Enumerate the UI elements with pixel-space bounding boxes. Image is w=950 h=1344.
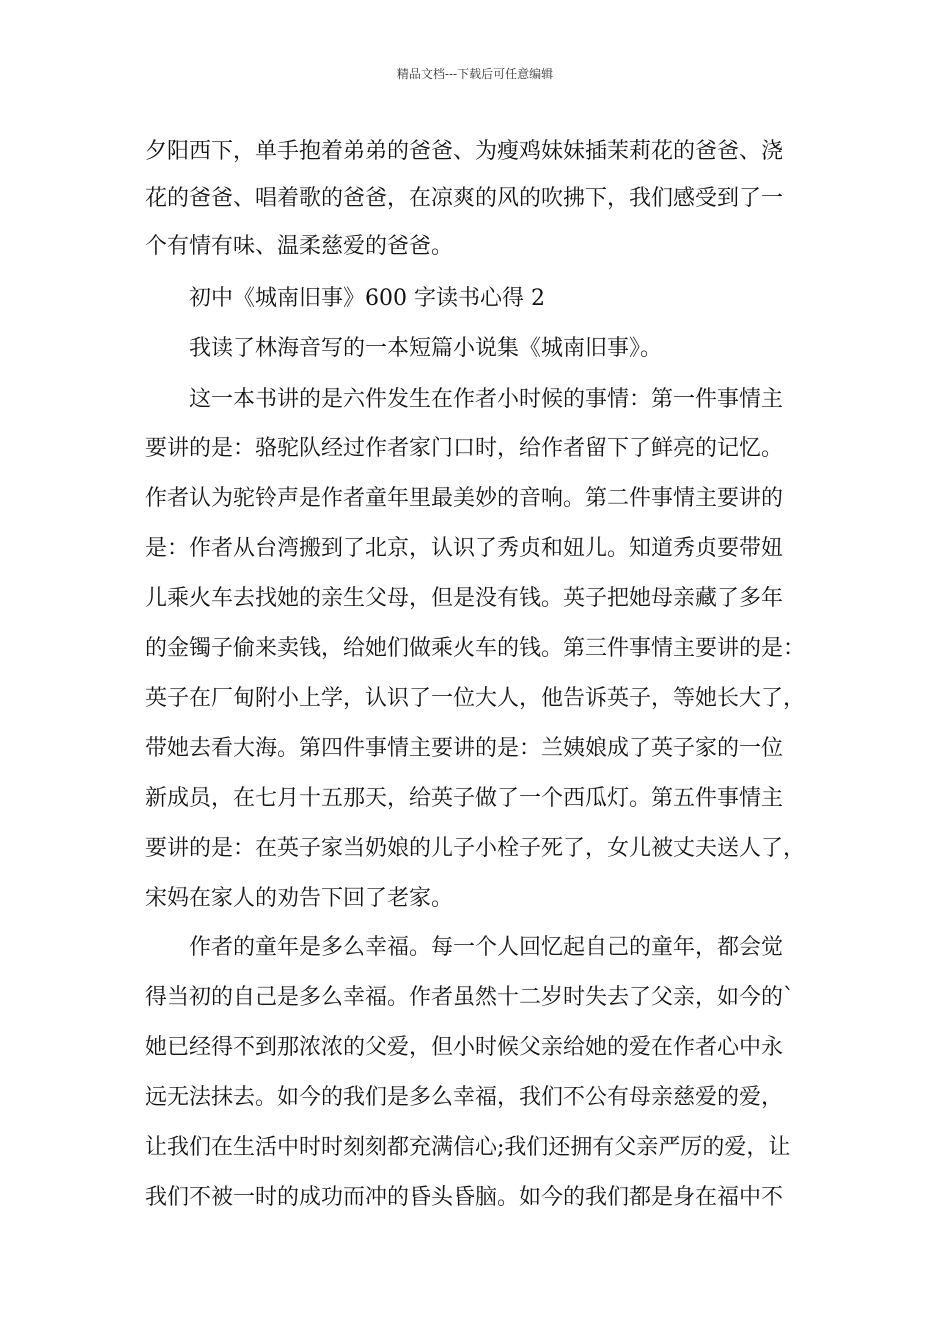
body-line: 夕阳西下，单手抱着弟弟的爸爸、为瘦鸡妹妹插茉莉花的爸爸、浇 <box>145 139 784 164</box>
body-line: 我们不被一时的成功而冲的昏头昏脑。如今的我们都是身在福中不 <box>145 1185 784 1210</box>
body-line: 英子在厂甸附小上学，认识了一位大人，他告诉英子，等她长大了， <box>145 686 806 711</box>
body-line: 是：作者从台湾搬到了北京，认识了秀贞和妞儿。知道秀贞要带妞 <box>145 536 784 561</box>
page-header: 精品文档---下载后可任意编辑 <box>396 67 554 81</box>
body-line: 作者认为驼铃声是作者童年里最美妙的音响。第二件事情主要讲的 <box>145 486 784 511</box>
body-line: 我读了林海音写的一本短篇小说集《城南旧事》。 <box>145 336 663 361</box>
body-line: 她已经得不到那浓浓的父爱，但小时候父亲给她的爱在作者心中永 <box>145 1035 784 1060</box>
body-line: 让我们在生活中时时刻刻都充满信心;我们还拥有父亲严厉的爱，让 <box>145 1135 791 1160</box>
body-line: 宋妈在家人的劝告下回了老家。 <box>145 886 454 911</box>
body-line: 得当初的自己是多么幸福。作者虽然十二岁时失去了父亲，如今的` <box>145 985 795 1010</box>
body-line: 的金镯子偷来卖钱，给她们做乘火车的钱。第三件事情主要讲的是： <box>145 636 806 661</box>
body-line: 这一本书讲的是六件发生在作者小时候的事情：第一件事情主 <box>145 387 784 412</box>
body-line: 作者的童年是多么幸福。每一个人回忆起自己的童年，都会觉 <box>145 935 784 960</box>
section-title: 初中《城南旧事》600 字读书心得 2 <box>145 286 545 311</box>
body-line: 带她去看大海。第四件事情主要讲的是：兰姨娘成了英子家的一位 <box>145 736 784 761</box>
body-line: 个有情有味、温柔慈爱的爸爸。 <box>145 234 454 259</box>
body-line: 花的爸爸、唱着歌的爸爸，在凉爽的风的吹拂下，我们感受到了一 <box>145 186 784 211</box>
body-line: 要讲的是：骆驼队经过作者家门口时，给作者留下了鲜亮的记忆。 <box>145 436 784 461</box>
body-line: 儿乘火车去找她的亲生父母，但是没有钱。英子把她母亲藏了多年 <box>145 586 784 611</box>
body-line: 远无法抹去。如今的我们是多么幸福，我们不公有母亲慈爱的爱， <box>145 1085 784 1110</box>
body-line: 要讲的是：在英子家当奶娘的儿子小栓子死了，女儿被丈夫送人了， <box>145 836 806 861</box>
body-line: 新成员，在七月十五那天，给英子做了一个西瓜灯。第五件事情主 <box>145 786 784 811</box>
